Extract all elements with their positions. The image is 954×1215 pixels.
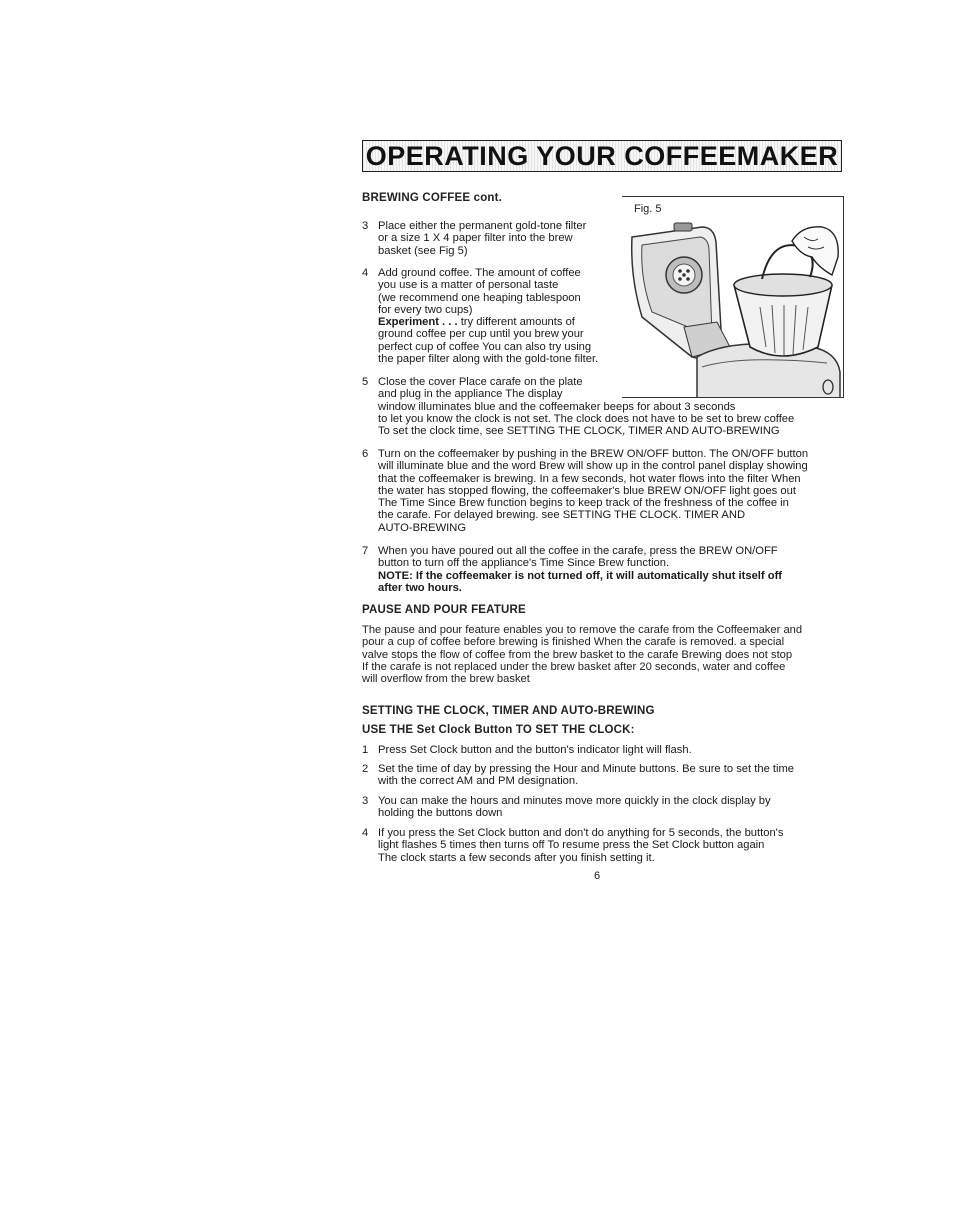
text-line: Place either the permanent gold-tone filter — [378, 220, 587, 232]
clock-heading: SETTING THE CLOCK, TIMER AND AUTO-BREWING — [362, 705, 655, 717]
text-line: When you have poured out all the coffee in the carafe, press the BREW ON/OFF — [378, 545, 778, 557]
text-line: the paper filter along with the gold-tone filter. — [378, 353, 599, 366]
clock-step-3 — [362, 795, 771, 820]
step-number: 2 — [362, 763, 369, 775]
text-line: will illuminate blue and the word Brew will show up in the control panel display showing — [378, 460, 808, 473]
text-line: If you press the Set Clock button and don't do anything for 5 seconds, the button's — [378, 827, 784, 839]
pause-heading: PAUSE AND POUR FEATURE — [362, 604, 526, 616]
text-line: If the carafe is not replaced under the brew basket after 20 seconds, water and coffee — [362, 660, 786, 673]
experiment-text: try different amounts of — [457, 316, 575, 329]
text-line: The clock starts a few seconds after you finish setting it. — [378, 851, 655, 864]
hand — [792, 227, 838, 275]
brewing-step-7 — [362, 545, 782, 594]
text-line: basket (see Fig 5) — [378, 244, 468, 257]
text-line: with the correct AM and PM designation. — [378, 775, 579, 788]
brewing-step-6 — [362, 448, 808, 534]
text-line: will overflow from the brew basket — [362, 673, 530, 686]
brewing-step-4 — [362, 267, 598, 365]
text-line: The Time Since Brew function begins to keep track of the freshness of the coffee in — [378, 497, 789, 510]
clock-step-2 — [362, 763, 794, 788]
text-line: to let you know the clock is not set. The clock does not have to be set to brew coffee — [378, 412, 795, 425]
note-line: after two hours. — [378, 581, 462, 594]
text-line: Set the time of day by pressing the Hour and Minute buttons. Be sure to set the time — [378, 763, 795, 775]
step-text — [378, 827, 783, 864]
text-line: for every two cups) — [378, 303, 473, 316]
shower-hole — [678, 269, 682, 273]
brewing-step-3 — [362, 220, 586, 257]
text-line: holding the buttons down — [378, 807, 503, 820]
text-line: you use is a matter of personal taste — [378, 279, 559, 292]
text-line: pour a cup of coffee before brewing is finished When the carafe is removed. a special — [362, 636, 785, 649]
text-line: AUTO-BREWING — [378, 521, 467, 534]
step-number: 4 — [362, 827, 369, 839]
text-line: Close the cover Place carafe on the plate — [378, 376, 583, 388]
text-line: window illuminates blue and the coffeemaker beeps for about 3 seconds — [378, 400, 736, 413]
text-line: button to turn off the appliance's Time Since Brew function. — [378, 557, 670, 570]
text-line: To set the clock time, see SETTING THE CLOCK, TIMER AND AUTO-BREWING — [378, 425, 780, 438]
step-number: 3 — [362, 220, 369, 232]
text-line: the carafe. For delayed brewing. see SETTING THE CLOCK. TIMER AND — [378, 509, 746, 522]
text-line: You can make the hours and minutes move more quickly in the clock display by — [378, 795, 771, 807]
clock-step-1 — [362, 744, 692, 756]
basket-rim — [734, 274, 832, 296]
text-line: that the coffeemaker is brewing. In a few seconds, hot water flows into the filter When — [378, 472, 801, 485]
clock-step-4 — [362, 827, 783, 864]
text-line: valve stops the flow of coffee from the brew basket to the carafe Brewing does not stop — [362, 648, 793, 661]
figure-label: Fig. 5 — [634, 203, 662, 215]
step-number: 3 — [362, 795, 369, 807]
page-title: OPERATING YOUR COFFEEMAKER — [365, 140, 839, 171]
shower-hole — [682, 273, 686, 277]
shower-hole — [686, 269, 690, 273]
step-number: 4 — [362, 267, 369, 279]
step-text — [378, 267, 598, 365]
step-text — [378, 763, 794, 788]
text-line: Press Set Clock button and the button's indicator light will flash. — [378, 744, 692, 756]
shower-hole — [678, 277, 682, 281]
step-number: 1 — [362, 744, 369, 756]
text-line: Turn on the coffeemaker by pushing in the BREW ON/OFF button. The ON/OFF button — [378, 448, 809, 460]
step-number: 7 — [362, 545, 369, 557]
text-line: light flashes 5 times then turns off To resume press the Set Clock button again — [378, 839, 765, 852]
step-number: 5 — [362, 376, 369, 388]
brewing-heading: BREWING COFFEE cont. — [362, 192, 503, 204]
coffeemaker-illustration — [622, 197, 844, 398]
pause-paragraph — [362, 624, 802, 685]
section-title-banner — [362, 140, 842, 172]
text-line — [378, 316, 598, 328]
text-line: (we recommend one heaping tablespoon — [378, 291, 581, 304]
figure-5 — [622, 196, 844, 398]
note-line: NOTE: If the coffeemaker is not turned off, it will automatically shut itself off — [378, 569, 783, 582]
text-line: ground coffee per cup until you brew your — [378, 328, 584, 341]
step-text — [378, 545, 782, 594]
text-line: The pause and pour feature enables you to remove the carafe from the Coffeemaker and — [362, 624, 803, 636]
text-line: or a size 1 X 4 paper filter into the brew — [378, 232, 573, 245]
text-line: perfect cup of coffee You can also try using — [378, 340, 592, 353]
step-number: 6 — [362, 448, 369, 460]
text-line: Add ground coffee. The amount of coffee — [378, 267, 581, 279]
experiment-label: Experiment . . . — [378, 316, 458, 329]
text-line: and plug in the appliance The display — [378, 388, 563, 401]
text-line: the water has stopped flowing, the coffeemaker's blue BREW ON/OFF light goes out — [378, 484, 796, 497]
step-text — [378, 220, 586, 257]
step-text — [378, 744, 692, 756]
page-number: 6 — [594, 870, 601, 882]
clock-subheading: USE THE Set Clock Button TO SET THE CLOCK: — [362, 724, 635, 736]
lid-hinge — [674, 223, 692, 231]
shower-hole — [686, 277, 690, 281]
step-text — [378, 795, 771, 820]
step-text — [378, 448, 808, 534]
